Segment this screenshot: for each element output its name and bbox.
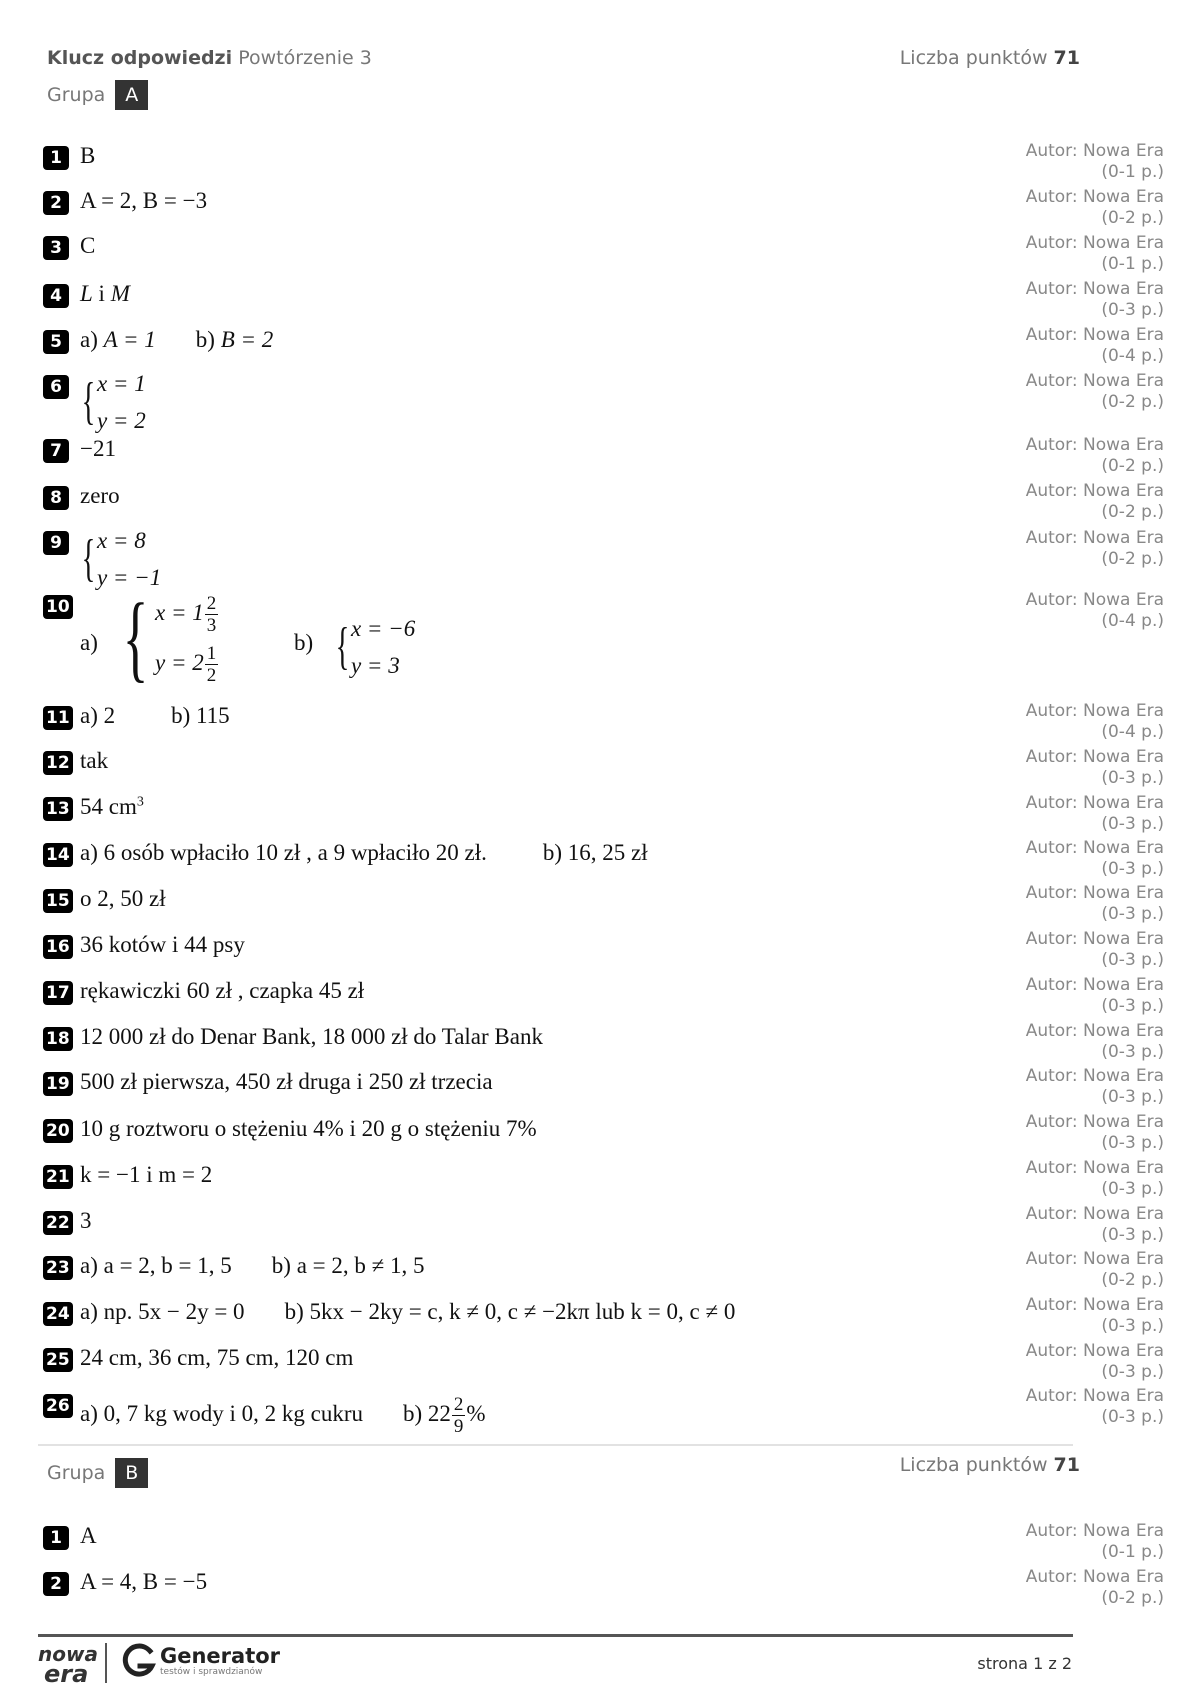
answer-meta — [984, 1341, 1164, 1383]
answer: A = 4, B = −5 — [80, 1569, 208, 1594]
frac-numerator: 1 — [206, 643, 217, 665]
equation-line: y = 2 — [96, 408, 146, 433]
answer-meta — [984, 1567, 1164, 1609]
frac-numerator: 2 — [206, 593, 217, 615]
generator-subtitle: testów i sprawdzianów — [160, 1667, 263, 1677]
answer: C — [80, 233, 96, 258]
answer — [80, 840, 648, 866]
equation-line: y = 2 — [155, 650, 204, 675]
frac-denominator: 9 — [453, 1416, 464, 1437]
points: (0-3 p.) — [1101, 768, 1164, 788]
question-number: 15 — [43, 889, 73, 913]
author: Autor: Nowa Era — [1025, 1521, 1164, 1541]
answer-meta — [984, 1204, 1164, 1246]
question-number: 9 — [43, 531, 69, 555]
answer: −21 — [80, 436, 116, 461]
logo-separator — [105, 1643, 107, 1683]
question-number: 1 — [43, 146, 69, 170]
answer: 500 zł pierwsza, 450 zł druga i 250 zł trzecia — [80, 1069, 493, 1094]
author: Autor: Nowa Era — [1025, 141, 1164, 161]
question-number: 6 — [43, 375, 69, 399]
group-a-badge: A — [115, 80, 148, 110]
points: (0-2 p.) — [1101, 392, 1164, 412]
answer-part-a-label: a) — [80, 630, 98, 655]
frac-denominator: 3 — [206, 615, 217, 637]
answer-meta — [984, 793, 1164, 835]
answer — [80, 1253, 425, 1279]
answer: tak — [80, 748, 109, 773]
answer: 12 000 zł do Denar Bank, 18 000 zł do Talar Bank — [80, 1024, 543, 1049]
answer-meta — [984, 838, 1164, 880]
answer-meta — [984, 1249, 1164, 1291]
author: Autor: Nowa Era — [1025, 1249, 1164, 1269]
points: (0-3 p.) — [1101, 996, 1164, 1016]
author: Autor: Nowa Era — [1025, 883, 1164, 903]
answer-part: a) a = 2, b = 1, 5 — [80, 1253, 232, 1278]
answer-part: b) 22 — [403, 1400, 451, 1426]
answer: 36 kotów i 44 psy — [80, 932, 245, 957]
author: Autor: Nowa Era — [1025, 1204, 1164, 1224]
group-b-badge: B — [115, 1458, 148, 1488]
equation-line: x = −6 — [350, 616, 416, 641]
answer-meta — [984, 187, 1164, 229]
question-number: 2 — [43, 191, 69, 215]
author: Autor: Nowa Era — [1025, 701, 1164, 721]
author: Autor: Nowa Era — [1025, 1066, 1164, 1086]
answer-meta — [984, 1521, 1164, 1563]
question-number: 16 — [43, 935, 73, 959]
brace-icon: { — [81, 530, 96, 587]
answer: 10 g roztworu o stężeniu 4% i 20 g o stężeniu 7% — [80, 1116, 537, 1141]
answer — [80, 1299, 735, 1325]
exponent: 3 — [136, 794, 144, 810]
answer — [80, 703, 230, 729]
frac-denominator: 2 — [206, 665, 217, 687]
question-number: 18 — [43, 1027, 73, 1051]
points-value: 71 — [1053, 47, 1080, 69]
answer-meta — [984, 481, 1164, 523]
question-number: 12 — [43, 751, 73, 775]
points: (0-3 p.) — [1101, 859, 1164, 879]
equation-system-b — [330, 610, 415, 684]
question-number: 11 — [43, 706, 73, 730]
answer-part: b) 16, 25 zł — [542, 840, 648, 865]
answer: zero — [80, 483, 120, 508]
equation-line: x = 1 — [155, 600, 204, 625]
points: (0-4 p.) — [1101, 722, 1164, 742]
question-number: 8 — [43, 486, 69, 510]
points: (0-3 p.) — [1101, 1133, 1164, 1153]
points: (0-3 p.) — [1101, 1316, 1164, 1336]
points: (0-3 p.) — [1101, 1225, 1164, 1245]
answer-part: a) np. 5x − 2y = 0 — [80, 1299, 245, 1324]
author: Autor: Nowa Era — [1025, 1386, 1164, 1406]
title-rest: Powtórzenie 3 — [238, 47, 372, 69]
points: (0-3 p.) — [1101, 950, 1164, 970]
generator-g-icon — [122, 1642, 156, 1680]
points: (0-3 p.) — [1101, 300, 1164, 320]
answer-part: a) — [80, 327, 104, 352]
points: (0-2 p.) — [1101, 208, 1164, 228]
group-b-points — [900, 1454, 1080, 1476]
answer-meta — [984, 701, 1164, 743]
page-number: strona 1 z 2 — [977, 1654, 1072, 1673]
question-number: 10 — [43, 595, 73, 619]
question-number: 23 — [43, 1256, 73, 1280]
answer-meta — [984, 975, 1164, 1017]
points-label: Liczba punktów — [899, 1454, 1048, 1476]
answer-part: a) 6 osób wpłaciło 10 zł , a 9 wpłaciło 20 zł. — [80, 840, 487, 865]
answer-meta — [984, 141, 1164, 183]
group-b-label: Grupa — [47, 1462, 106, 1484]
answer-part: a) 2 — [80, 703, 116, 728]
author: Autor: Nowa Era — [1025, 793, 1164, 813]
answer-part: L — [80, 281, 93, 306]
author: Autor: Nowa Era — [1025, 1567, 1164, 1587]
points: (0-3 p.) — [1101, 1407, 1164, 1427]
generator-title: Generator — [160, 1644, 281, 1668]
answer-part-b-label: b) — [294, 630, 314, 655]
brace-icon: { — [81, 373, 96, 430]
author: Autor: Nowa Era — [1025, 1341, 1164, 1361]
question-number: 21 — [43, 1165, 73, 1189]
points: (0-1 p.) — [1101, 1542, 1164, 1562]
question-number: 5 — [43, 330, 69, 354]
answer-part: b) — [195, 327, 221, 352]
answer-part: b) 115 — [171, 703, 230, 728]
answer: A = 2, B = −3 — [80, 188, 208, 213]
points: (0-2 p.) — [1101, 1588, 1164, 1608]
answer: o 2, 50 zł — [80, 886, 166, 911]
answer — [80, 327, 273, 353]
question-number: 14 — [43, 843, 73, 867]
points: (0-3 p.) — [1101, 814, 1164, 834]
question-number: 4 — [43, 284, 69, 308]
brace-icon: { — [335, 618, 350, 675]
points: (0-1 p.) — [1101, 162, 1164, 182]
answer-meta — [984, 590, 1164, 632]
question-number: 25 — [43, 1348, 73, 1372]
answer: 24 cm, 36 cm, 75 cm, 120 cm — [80, 1345, 354, 1370]
author: Autor: Nowa Era — [1025, 528, 1164, 548]
author: Autor: Nowa Era — [1025, 747, 1164, 767]
logo-text: nowa — [38, 1642, 98, 1666]
equation-line: y = −1 — [96, 565, 162, 590]
author: Autor: Nowa Era — [1025, 1158, 1164, 1178]
points-value: 71 — [1053, 1454, 1080, 1476]
question-number: 3 — [43, 236, 69, 260]
points: (0-3 p.) — [1101, 1087, 1164, 1107]
answer-meta — [984, 371, 1164, 413]
answer-meta — [984, 1386, 1164, 1428]
answer: rękawiczki 60 zł , czapka 45 zł — [80, 978, 365, 1003]
question-number: 26 — [43, 1394, 73, 1418]
points: (0-2 p.) — [1101, 502, 1164, 522]
equation-system-a — [112, 584, 219, 692]
answer-part: i — [92, 281, 111, 306]
question-number: 24 — [43, 1302, 73, 1326]
equation-line: x = 1 — [96, 371, 146, 396]
author: Autor: Nowa Era — [1025, 187, 1164, 207]
answer-part: b) a = 2, b ≠ 1, 5 — [271, 1253, 425, 1278]
title-bold: Klucz odpowiedzi — [47, 47, 233, 69]
question-number: 13 — [43, 797, 73, 821]
answer-meta — [984, 883, 1164, 925]
points-label: Liczba punktów — [899, 47, 1048, 69]
points: (0-1 p.) — [1101, 254, 1164, 274]
points: (0-3 p.) — [1101, 904, 1164, 924]
question-number: 22 — [43, 1211, 73, 1235]
points: (0-2 p.) — [1101, 1270, 1164, 1290]
points: (0-4 p.) — [1101, 346, 1164, 366]
document-title — [47, 47, 372, 69]
answer-meta — [984, 1066, 1164, 1108]
answer-meta — [984, 1158, 1164, 1200]
answer-meta — [984, 1295, 1164, 1337]
answer: B — [80, 143, 96, 168]
points: (0-2 p.) — [1101, 549, 1164, 569]
author: Autor: Nowa Era — [1025, 233, 1164, 253]
generator-logo — [122, 1642, 280, 1680]
author: Autor: Nowa Era — [1025, 435, 1164, 455]
answer: k = −1 i m = 2 — [80, 1162, 213, 1187]
author: Autor: Nowa Era — [1025, 1021, 1164, 1041]
section-divider — [38, 1444, 1073, 1446]
answer-meta — [984, 325, 1164, 367]
question-number: 7 — [43, 439, 69, 463]
answer-part: B = 2 — [220, 327, 274, 352]
answer-meta — [984, 747, 1164, 789]
group-a-header — [47, 80, 148, 110]
author: Autor: Nowa Era — [1025, 975, 1164, 995]
author: Autor: Nowa Era — [1025, 325, 1164, 345]
points: (0-2 p.) — [1101, 456, 1164, 476]
question-number: 20 — [43, 1119, 73, 1143]
equation-line: y = 3 — [350, 653, 400, 678]
answer — [80, 794, 144, 820]
author: Autor: Nowa Era — [1025, 929, 1164, 949]
answer-meta — [984, 528, 1164, 570]
equation-system — [76, 365, 146, 439]
answer-part: % — [466, 1400, 486, 1426]
nowa-era-logo — [38, 1642, 98, 1688]
group-b-header — [47, 1458, 148, 1488]
points: (0-3 p.) — [1101, 1362, 1164, 1382]
points: (0-4 p.) — [1101, 611, 1164, 631]
author: Autor: Nowa Era — [1025, 371, 1164, 391]
answer — [80, 1394, 486, 1437]
question-number: 19 — [43, 1072, 73, 1096]
answer-part: A = 1 — [103, 327, 156, 352]
answer-meta — [984, 1112, 1164, 1154]
author: Autor: Nowa Era — [1025, 1112, 1164, 1132]
author: Autor: Nowa Era — [1025, 590, 1164, 610]
author: Autor: Nowa Era — [1025, 838, 1164, 858]
question-number: 1 — [43, 1526, 69, 1550]
answer: 3 — [80, 1208, 92, 1233]
question-number: 2 — [43, 1572, 69, 1596]
footer-divider — [38, 1634, 1073, 1637]
brace-icon: { — [122, 584, 149, 692]
question-number: 17 — [43, 981, 73, 1005]
author: Autor: Nowa Era — [1025, 1295, 1164, 1315]
answer — [80, 281, 130, 307]
answer-part: M — [110, 281, 130, 306]
answer-meta — [984, 233, 1164, 275]
group-a-label: Grupa — [47, 84, 106, 106]
answer-part: b) 5kx − 2ky = c, k ≠ 0, c ≠ −2kπ lub k = 0, c ≠ 0 — [284, 1299, 736, 1324]
points: (0-3 p.) — [1101, 1179, 1164, 1199]
answer-meta — [984, 279, 1164, 321]
answer-part: 54 cm — [80, 794, 137, 819]
author: Autor: Nowa Era — [1025, 279, 1164, 299]
answer-meta — [984, 1021, 1164, 1063]
logo-text: era — [44, 1660, 89, 1688]
equation-line: x = 8 — [96, 528, 146, 553]
points-total — [900, 47, 1080, 69]
author: Autor: Nowa Era — [1025, 481, 1164, 501]
answer-part: a) 0, 7 kg wody i 0, 2 kg cukru — [80, 1400, 363, 1426]
frac-numerator: 2 — [453, 1394, 464, 1415]
points: (0-3 p.) — [1101, 1042, 1164, 1062]
answer-meta — [984, 929, 1164, 971]
answer: A — [80, 1523, 97, 1548]
answer-meta — [984, 435, 1164, 477]
